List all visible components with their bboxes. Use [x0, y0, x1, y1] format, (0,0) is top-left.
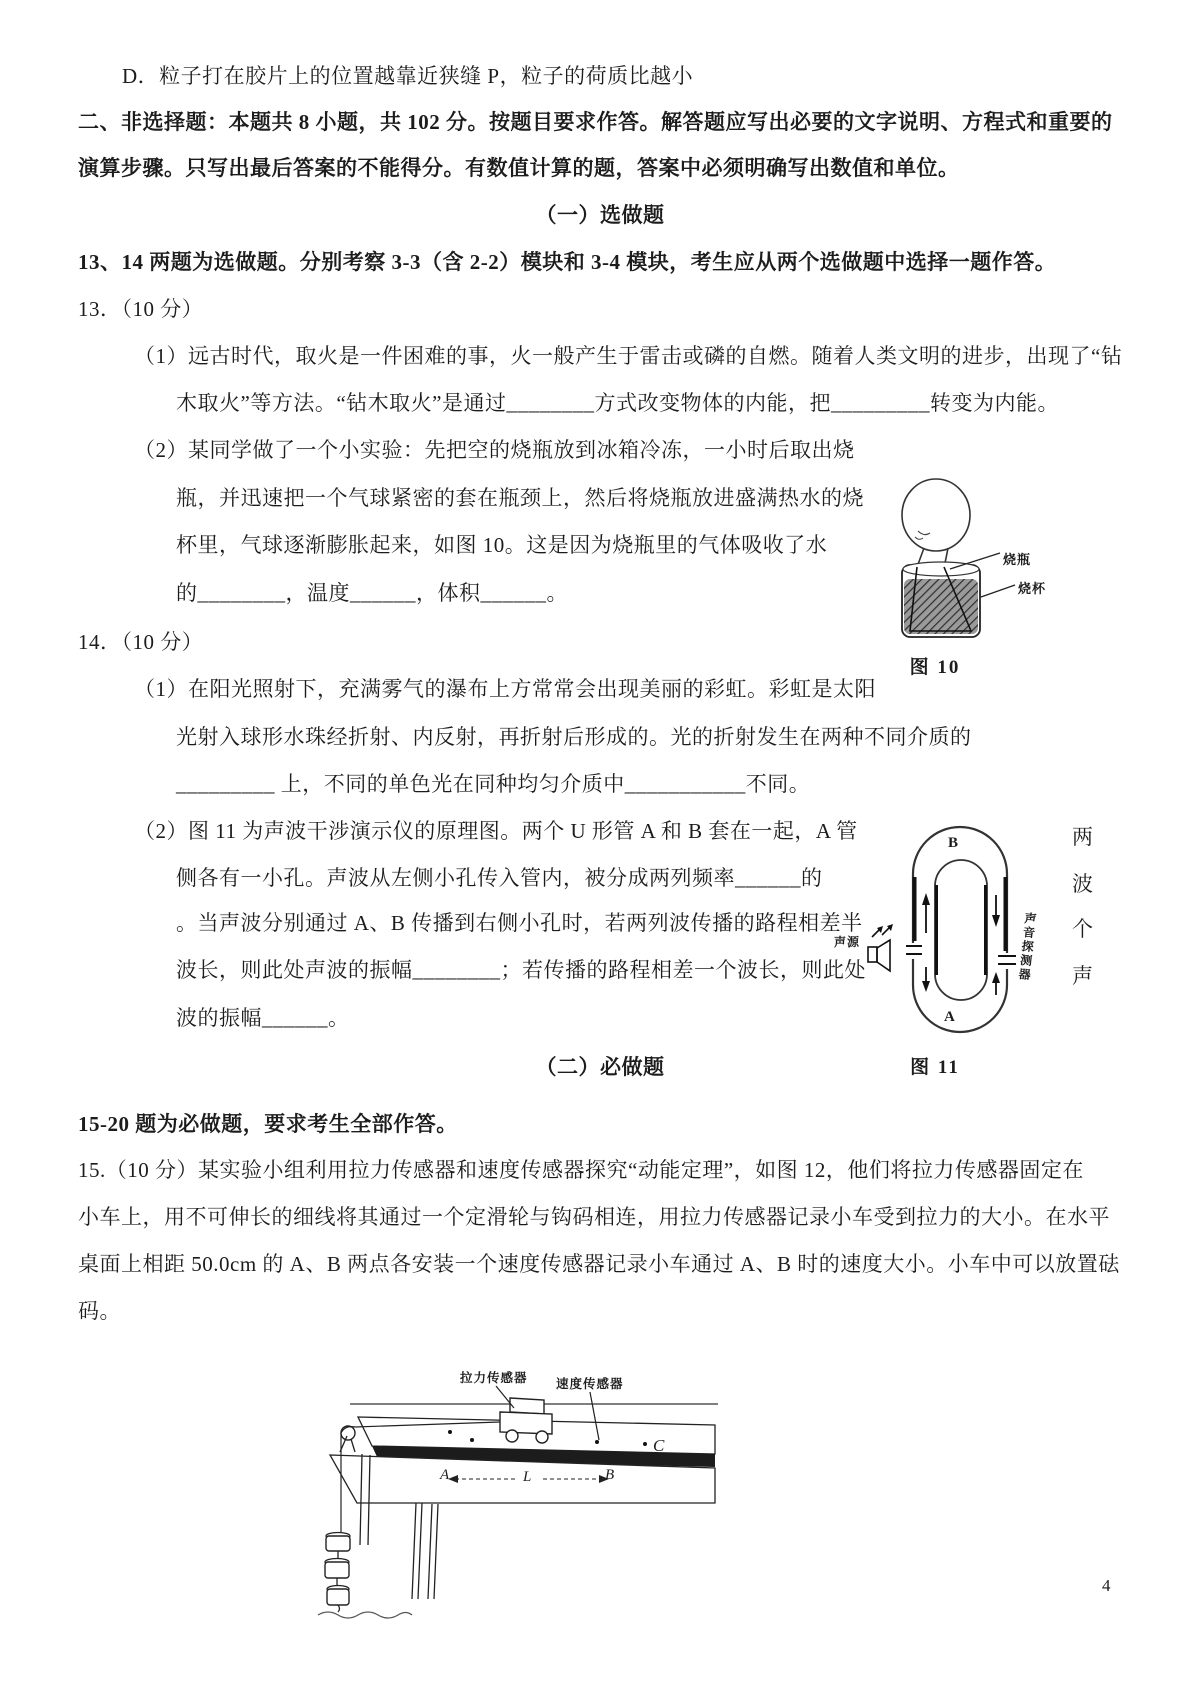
figure11-caption: 图 11: [910, 1057, 960, 1078]
required-note: 15-20 题为必做题，要求考生全部作答。: [78, 1112, 458, 1136]
outer-tube: [913, 827, 1007, 1032]
q14-part2-line3: 。当声波分别通过 A、B 传播到右侧小孔时，若两列波传播的路程相差半: [176, 911, 863, 935]
figure10-beaker-label: 烧杯: [1018, 581, 1047, 596]
figure10-caption: 图 10: [909, 657, 961, 678]
speaker-icon: [868, 924, 893, 971]
q15-line1: 15.（10 分）某实验小组利用拉力传感器和速度传感器探究“动能定理”，如图 12，他们将拉力传感器固定在: [78, 1158, 1084, 1182]
q14-part2-line2: 侧各有一小孔。声波从左侧小孔传入管内，被分成两列频率______的: [176, 866, 823, 890]
q14-wrap-char-3: 个: [1072, 917, 1093, 941]
figure12-label-l: L: [523, 1469, 532, 1485]
elective-heading: （一）选做题: [535, 203, 665, 227]
q15-line2: 小车上，用不可伸长的细线将其通过一个定滑轮与钩码相连，用拉力传感器记录小车受到拉力的大小。在水平: [78, 1205, 1110, 1229]
figure11-detector-label: 声音探测器: [1016, 911, 1038, 983]
pulley-shape: [340, 1426, 355, 1452]
q14-wrap-char-2: 波: [1072, 872, 1093, 896]
q14-part1-line2: 光射入球形水珠经折射、内反射，再折射后形成的。光的折射发生在两种不同介质的: [176, 725, 972, 749]
figure12-label-c: C: [653, 1436, 665, 1455]
figure11-source-label: 声源: [834, 935, 861, 949]
q15-line4: 码。: [78, 1299, 121, 1323]
figure12-force-sensor-label: 拉力传感器: [460, 1371, 528, 1385]
option-d: D．粒子打在胶片上的位置越靠近狭缝 P，粒子的荷质比越小: [122, 64, 694, 88]
q15-line3: 桌面上相距 50.0cm 的 A、B 两点各安装一个速度传感器记录小车通过 A、B 时的速度大小。小车中可以放置砝: [78, 1252, 1120, 1276]
q13-part2-line3: 杯里，气球逐渐膨胀起来，如图 10。这是因为烧瓶里的气体吸收了水: [176, 533, 828, 557]
q14-part1-line3: _________ 上，不同的单色光在同种均匀介质中___________不同。: [176, 772, 811, 796]
section2-intro-line1: 二、非选择题：本题共 8 小题，共 102 分。按题目要求作答。解答题应写出必要的文字说明、方程式和重要的: [78, 110, 1113, 134]
balloon-shape: [902, 479, 970, 551]
q13-part1-line2: 木取火”等方法。“钻木取火”是通过________方式改变物体的内能，把_________转变为内能。: [176, 391, 1059, 415]
weights-shape: [325, 1533, 350, 1613]
figure12-drawing: [300, 1362, 740, 1627]
q14-wrap-char-4: 声: [1072, 964, 1093, 988]
required-heading: （二）必做题: [535, 1055, 665, 1079]
q14-part2-line4: 波长，则此处声波的振幅________；若传播的路程相差一个波长，则此处: [176, 958, 866, 982]
q14-part2-line1: （2）图 11 为声波干涉演示仪的原理图。两个 U 形管 A 和 B 套在一起，A 管: [134, 819, 858, 843]
q13-part2-line1: （2）某同学做了一个小实验：先把空的烧瓶放到冰箱冷冻，一小时后取出烧: [134, 438, 855, 462]
figure11-label-b: B: [948, 835, 959, 851]
figure12-label-b: B: [605, 1467, 615, 1483]
figure10-flask-label: 烧瓶: [1003, 552, 1032, 567]
figure11-label-a: A: [944, 1009, 956, 1025]
inner-tube: [935, 860, 987, 1000]
q14-part1-line1: （1）在阳光照射下，充满雾气的瀑布上方常常会出现美丽的彩虹。彩虹是太阳: [134, 677, 876, 701]
q14-part2-line5: 波的振幅______。: [176, 1006, 350, 1030]
q14-wrap-char-1: 两: [1072, 825, 1093, 849]
figure10-drawing: [860, 445, 1095, 660]
section2-intro-line2: 演算步骤。只写出最后答案的不能得分。有数值计算的题，答案中必须明确写出数值和单位。: [78, 156, 960, 180]
page-number: 4: [1102, 1576, 1111, 1595]
q13-part2-line2: 瓶，并迅速把一个气球紧密的套在瓶颈上，然后将烧瓶放进盛满热水的烧: [176, 486, 864, 510]
q13-part2-line4: 的________，温度______，体积______。: [176, 581, 568, 605]
figure12-label-a: A: [440, 1467, 450, 1483]
elective-note: 13、14 两题为选做题。分别考察 3-3（含 2-2）模块和 3-4 模块，考生应从两个选做题中选择一题作答。: [78, 250, 1057, 274]
q13-part1-line1: （1）远古时代，取火是一件困难的事，火一般产生于雷击或磷的自燃。随着人类文明的进步，出现了“钻: [134, 344, 1123, 368]
figure12-speed-sensor-label: 速度传感器: [556, 1377, 624, 1391]
q14-header: 14．（10 分）: [78, 630, 204, 654]
q13-header: 13．（10 分）: [78, 297, 204, 321]
